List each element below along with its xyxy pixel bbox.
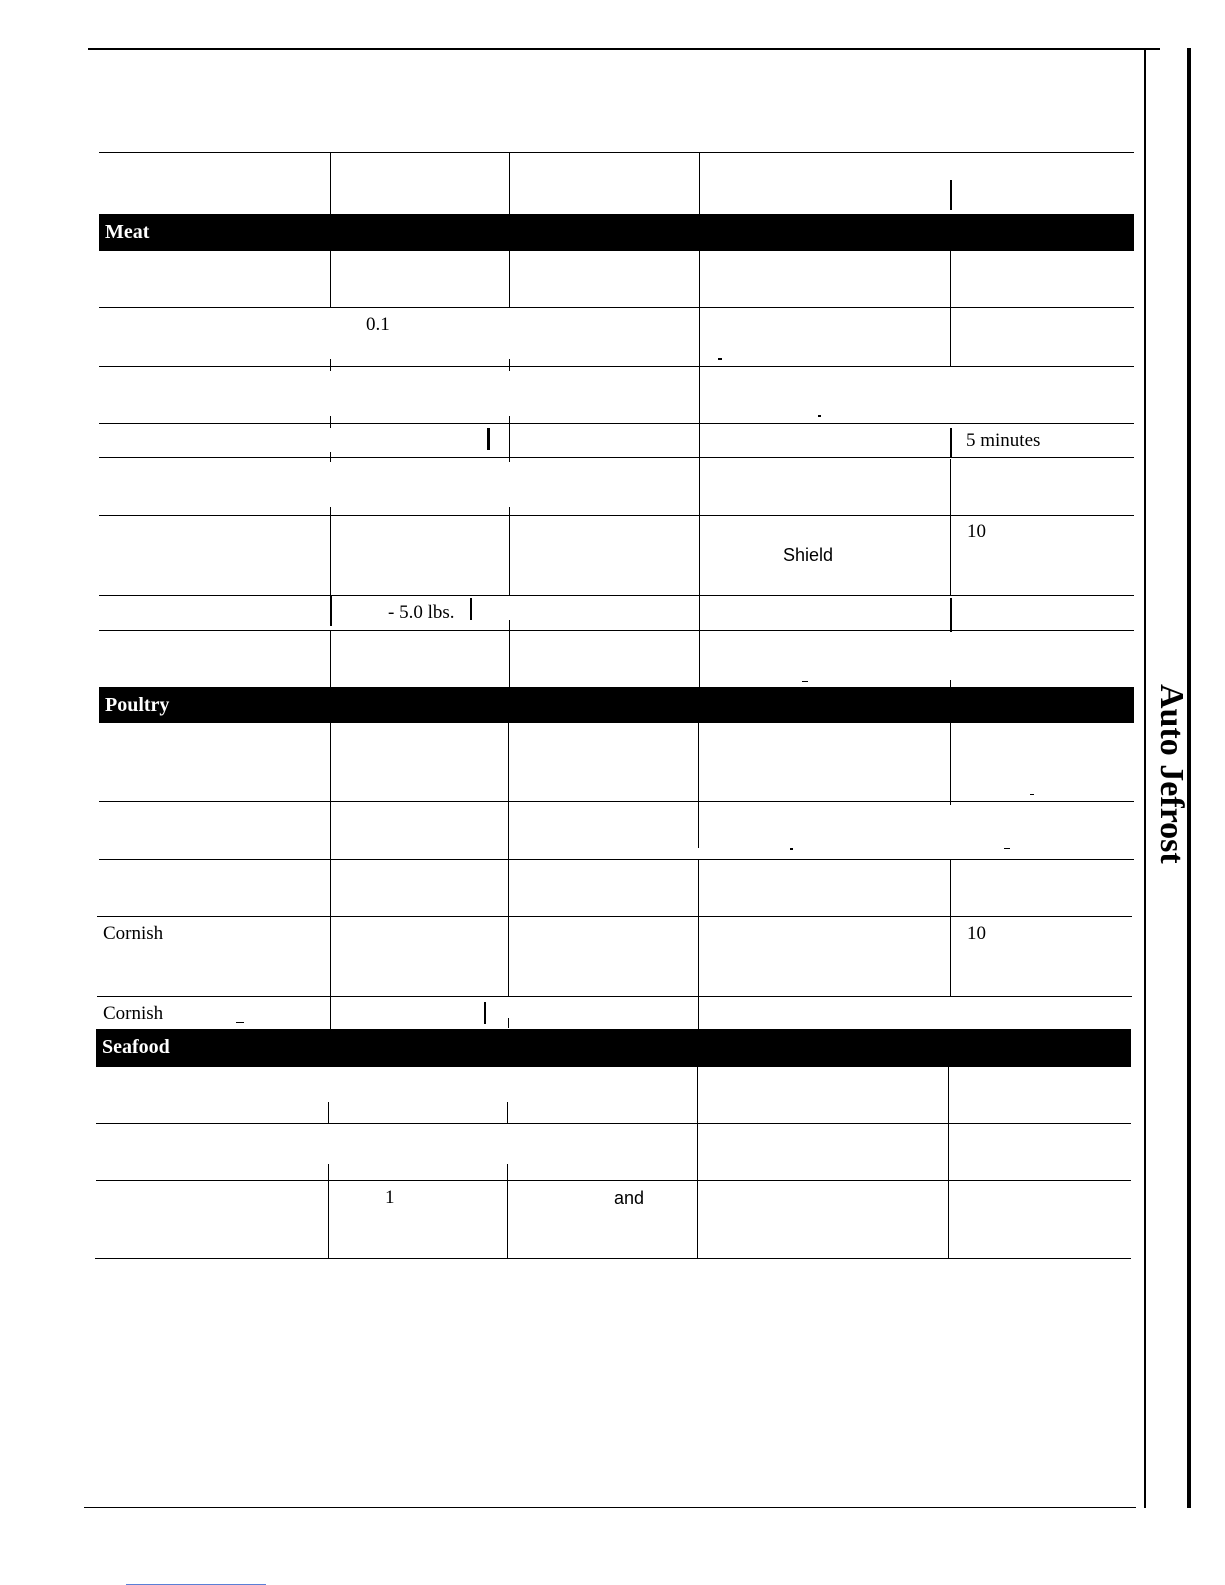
top-rule bbox=[88, 48, 1160, 50]
column-divider bbox=[330, 507, 331, 595]
meat-instruction-cell: Shield bbox=[783, 545, 834, 565]
bottom-rule bbox=[84, 1507, 1136, 1508]
stray-mark bbox=[236, 1022, 244, 1023]
meat-weight-cell: - 5.0 lbs. bbox=[388, 602, 455, 623]
table-bottom-border bbox=[95, 1258, 1131, 1259]
header-divider bbox=[330, 152, 331, 214]
column-divider bbox=[328, 1164, 329, 1259]
stray-mark bbox=[718, 358, 722, 360]
seafood-weight-cell: 1 bbox=[385, 1187, 395, 1208]
header-divider bbox=[699, 152, 700, 214]
column-divider bbox=[487, 428, 490, 450]
column-divider bbox=[509, 359, 510, 371]
column-divider bbox=[330, 416, 331, 428]
column-divider bbox=[330, 630, 331, 687]
row-divider bbox=[99, 515, 1134, 516]
row-divider bbox=[99, 859, 1134, 860]
row-divider bbox=[96, 1180, 1131, 1181]
row-divider bbox=[99, 457, 1134, 458]
poultry-food-cell: Cornish bbox=[103, 923, 164, 944]
stray-mark bbox=[1004, 848, 1010, 849]
poultry-food-cell: Cornish bbox=[103, 1003, 164, 1024]
column-divider bbox=[697, 1067, 698, 1259]
meat-weight-cell: 0.1 bbox=[366, 314, 390, 335]
column-divider bbox=[330, 251, 331, 308]
column-divider bbox=[698, 723, 699, 848]
column-divider bbox=[484, 1002, 486, 1024]
column-divider bbox=[470, 598, 472, 620]
column-divider bbox=[330, 452, 331, 462]
section-band-poultry: Poultry bbox=[99, 687, 1134, 723]
column-divider bbox=[330, 723, 331, 1029]
right-margin-rule bbox=[1144, 48, 1146, 1508]
seafood-method-cell: and bbox=[614, 1188, 645, 1208]
column-divider bbox=[509, 251, 510, 308]
section-band-meat: Meat bbox=[99, 214, 1134, 251]
row-divider bbox=[97, 996, 1132, 997]
row-divider bbox=[99, 307, 1134, 308]
column-divider bbox=[507, 1102, 508, 1124]
column-divider bbox=[950, 459, 951, 595]
header-divider bbox=[509, 152, 510, 214]
column-divider bbox=[508, 723, 509, 997]
column-divider bbox=[508, 1018, 509, 1028]
row-divider bbox=[99, 801, 1134, 802]
column-divider bbox=[330, 359, 331, 371]
stray-mark bbox=[790, 848, 793, 850]
column-divider bbox=[698, 859, 699, 1029]
column-divider bbox=[330, 596, 332, 626]
row-divider bbox=[99, 595, 1134, 596]
column-divider bbox=[509, 620, 510, 630]
meat-time-cell: 5 minutes bbox=[966, 430, 1041, 451]
column-divider bbox=[328, 1102, 329, 1124]
row-divider bbox=[99, 630, 1134, 631]
row-divider bbox=[96, 1123, 1131, 1124]
column-divider bbox=[699, 251, 700, 687]
column-divider bbox=[950, 428, 952, 458]
row-divider bbox=[99, 366, 1134, 367]
column-divider bbox=[950, 723, 951, 805]
column-divider bbox=[948, 1067, 949, 1259]
stray-mark bbox=[1030, 794, 1034, 795]
header-divider bbox=[950, 180, 952, 210]
row-divider bbox=[97, 916, 1132, 917]
column-divider bbox=[509, 630, 510, 687]
row-divider bbox=[99, 423, 1134, 424]
stray-mark bbox=[802, 681, 808, 682]
stray-mark bbox=[818, 415, 821, 417]
column-divider bbox=[507, 1164, 508, 1259]
section-band-seafood: Seafood bbox=[96, 1029, 1131, 1067]
side-title: Auto Jefrost bbox=[1153, 684, 1190, 864]
column-divider bbox=[509, 416, 510, 462]
meat-time-cell: 10 bbox=[967, 521, 986, 542]
column-divider bbox=[950, 251, 951, 367]
column-divider bbox=[950, 598, 952, 632]
column-divider bbox=[509, 507, 510, 595]
column-divider bbox=[950, 859, 951, 997]
poultry-time-cell: 10 bbox=[967, 923, 986, 944]
table-top-border bbox=[99, 152, 1134, 153]
